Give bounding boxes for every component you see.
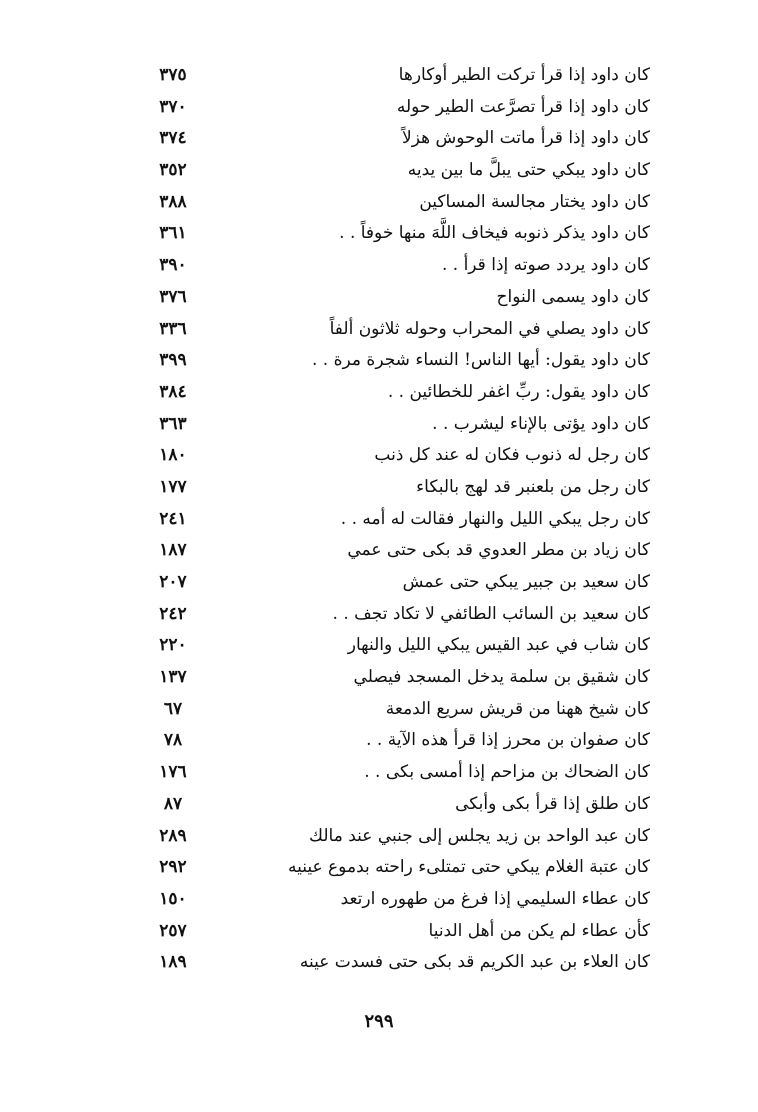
index-entry xyxy=(0,440,758,472)
entry-text: كان داود يختار مجالسة المساكين xyxy=(419,191,650,212)
entry-page-number: ٣٨٨ xyxy=(159,191,187,212)
index-entry xyxy=(0,947,758,979)
index-entry xyxy=(0,345,758,377)
entry-text: كأن عطاء لم يكن من أهل الدنيا xyxy=(428,920,650,941)
entry-text: كان داود يذكر ذنوبه فيخاف اللَّهَ منها خوفاً . . xyxy=(339,223,650,244)
entry-page-number: ٣٧٥ xyxy=(159,65,187,85)
index-entry xyxy=(0,282,758,314)
entry-page-number: ٦٧ xyxy=(163,698,183,719)
entry-text: كان عتبة الغلام يبكي حتى تمتلىء راحته بدموع عينيه xyxy=(287,857,650,878)
entry-page-number: ١٣٧ xyxy=(159,667,187,688)
entry-page-number: ٢٤١ xyxy=(159,508,187,529)
entry-page-number: ١٨٧ xyxy=(159,540,187,561)
index-entry xyxy=(0,60,758,92)
entry-page-number: ٣٧٤ xyxy=(159,128,187,149)
index-entry xyxy=(0,250,758,282)
entry-text: كان الضحاك بن مزاحم إذا أمسى بكى . . xyxy=(364,762,650,783)
entry-text: كان سعيد بن السائب الطائفي لا تكاد تجف . . xyxy=(332,603,650,624)
entry-page-number: ١٨٩ xyxy=(159,952,187,973)
entry-page-number: ٢٠٧ xyxy=(159,572,187,592)
entry-page-number: ١٥٠ xyxy=(159,888,187,909)
index-entry xyxy=(0,852,758,884)
entry-page-number: ٢٨٩ xyxy=(159,825,187,846)
entry-text: كان داود إذا قرأ تصرَّعت الطير حوله xyxy=(396,96,650,117)
entry-text: كان عطاء السليمي إذا فرغ من طهوره ارتعد xyxy=(340,888,650,909)
index-entry xyxy=(0,757,758,789)
entry-text: كان داود يسمى النواح xyxy=(496,286,650,307)
index-entry xyxy=(0,123,758,155)
entry-page-number: ١٨٠ xyxy=(159,445,187,466)
entry-text: كان داود إذا قرأ ماتت الوحوش هزلاً xyxy=(402,128,650,149)
index-entry xyxy=(0,314,758,346)
entry-text: كان زياد بن مطر العدوي قد بكى حتى عمي xyxy=(347,540,650,561)
entry-page-number: ٣٥٢ xyxy=(159,160,187,181)
entry-text: كان رجل يبكي الليل والنهار فقالت له أمه . . xyxy=(340,508,650,529)
index-entry xyxy=(0,694,758,726)
entry-text: كان طلق إذا قرأ بكى وأبكى xyxy=(455,793,650,814)
entry-text: كان داود يصلي في المحراب وحوله ثلاثون ألفاً xyxy=(329,318,650,339)
entry-page-number: ٢٥٧ xyxy=(159,920,187,941)
index-entry xyxy=(0,884,758,916)
entry-text: كان رجل من بلعنبر قد لهج بالبكاء xyxy=(416,476,650,497)
index-entry xyxy=(0,218,758,250)
index-list xyxy=(0,60,758,979)
index-entry xyxy=(0,916,758,948)
index-entry xyxy=(0,821,758,853)
entry-text: كان شقيق بن سلمة يدخل المسجد فيصلي xyxy=(353,667,650,688)
entry-text: كان داود يقول: ربِّ اغفر للخطائين . . xyxy=(387,381,650,402)
entry-page-number: ٢٤٢ xyxy=(159,603,187,624)
index-entry xyxy=(0,187,758,219)
index-entry xyxy=(0,504,758,536)
entry-page-number: ٧٨ xyxy=(163,730,183,751)
entry-text: كان صفوان بن محرز إذا قرأ هذه الآية . . xyxy=(366,730,650,751)
entry-text: كان شاب في عبد القيس يبكي الليل والنهار xyxy=(347,635,650,656)
entry-page-number: ١٧٦ xyxy=(159,762,187,783)
entry-page-number: ٣٨٤ xyxy=(159,381,187,402)
page-number: ٢٩٩ xyxy=(364,1011,394,1032)
entry-text: كان شيخ ههنا من قريش سريع الدمعة xyxy=(385,698,650,719)
index-entry xyxy=(0,725,758,757)
entry-text: كان عبد الواحد بن زيد يجلس إلى جنبي عند مالك xyxy=(309,825,650,846)
entry-text: كان داود إذا قرأ تركت الطير أوكارها xyxy=(398,65,650,85)
entry-page-number: ١٧٧ xyxy=(159,476,187,497)
index-entry xyxy=(0,662,758,694)
entry-page-number: ٢٩٢ xyxy=(159,857,187,878)
entry-page-number: ٢٢٠ xyxy=(159,635,187,656)
entry-page-number: ٣٩٩ xyxy=(159,350,187,371)
index-entry xyxy=(0,789,758,821)
index-entry xyxy=(0,535,758,567)
entry-page-number: ٣٦١ xyxy=(159,223,187,244)
index-entry xyxy=(0,472,758,504)
index-entry xyxy=(0,377,758,409)
entry-text: كان رجل له ذنوب فكان له عند كل ذنب xyxy=(374,445,650,466)
entry-text: كان داود يردد صوته إذا قرأ . . xyxy=(441,255,650,276)
entry-page-number: ٨٧ xyxy=(163,793,183,814)
entry-text: كان العلاء بن عبد الكريم قد بكى حتى فسدت عينه xyxy=(299,952,650,973)
index-entry xyxy=(0,409,758,441)
entry-page-number: ٣٧٠ xyxy=(159,96,187,117)
entry-text: كان داود يبكي حتى يبلَّ ما بين يديه xyxy=(407,160,650,181)
entry-text: كان داود يؤتى بالإناء ليشرب . . xyxy=(432,413,650,434)
index-entry xyxy=(0,599,758,631)
index-entry xyxy=(0,630,758,662)
entry-page-number: ٣٩٠ xyxy=(159,255,187,276)
entry-page-number: ٣٧٦ xyxy=(159,286,187,307)
index-entry xyxy=(0,567,758,599)
index-entry xyxy=(0,155,758,187)
entry-page-number: ٣٣٦ xyxy=(159,318,187,339)
entry-page-number: ٣٦٣ xyxy=(159,413,187,434)
entry-text: كان سعيد بن جبير يبكي حتى عمش xyxy=(402,572,650,592)
entry-text: كان داود يقول: أيها الناس! النساء شجرة مرة . . xyxy=(312,350,650,371)
index-entry xyxy=(0,92,758,124)
